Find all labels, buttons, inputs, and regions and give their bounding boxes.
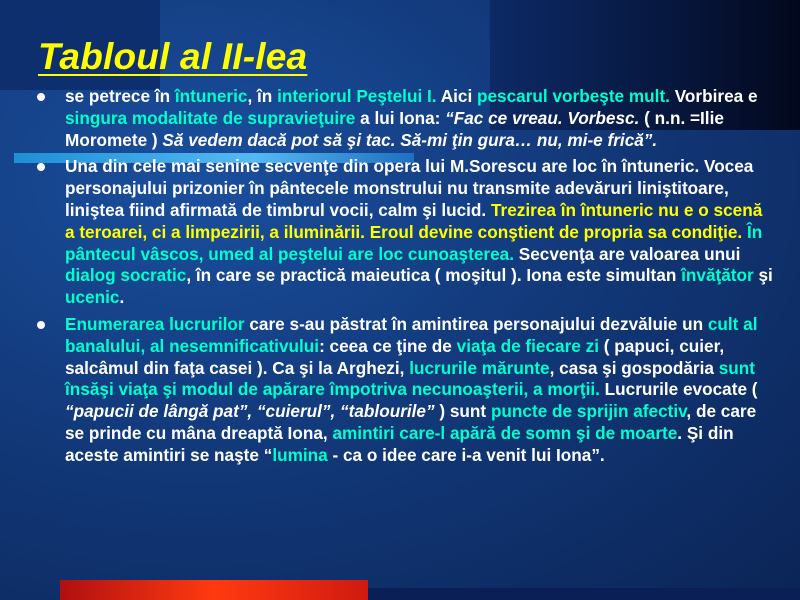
bullet-run: , casa şi gospodăria [549,357,719,378]
bullet-run: lumina [272,444,328,465]
bullet-run: şi [753,265,773,286]
bullet-text [65,86,758,150]
bullet-run: ucenic [65,287,120,308]
bullet-run: “Fac ce vreau. Vorbesc. [445,107,640,128]
bullet-run: , în [247,86,278,106]
decor-bar-bottom-right [368,588,800,600]
bullet-run: se petrece în [65,86,175,106]
bullet-run: întuneric [174,86,248,106]
bullet-run: - ca o idee care i-a venit lui Iona”. [327,444,605,465]
bullet-run: Vorbirea e [669,86,758,106]
bullet-run: Enumerarea lucrurilor [65,313,245,334]
bullet-run: a lui Iona: [355,107,446,128]
bullet-item [36,314,776,467]
bullet-run: dialog socratic [65,265,187,286]
bullet-run: În pântecul vâscos, umed al peştelui are loc cunoaşterea. [65,221,763,264]
bullet-run: care s-au păstrat în amintirea personajului dezvăluie un [244,313,708,334]
bullet-dot-icon [37,321,45,329]
bullet-run: pescarul vorbeşte mult. [477,86,670,106]
bullet-item [36,86,776,151]
bullet-run: puncte de sprijin afectiv [490,401,687,422]
bullet-run: “papucii de lângă pat”, “cuierul”, “tablourile” [65,401,435,422]
bullet-run: amintiri care-l apără de somn şi de moarte [332,422,678,443]
bullet-run: Aici [436,86,477,106]
bullet-run: , de care se prinde cu mâna dreaptă Iona, [65,401,757,443]
bullet-run: . [119,287,125,308]
bullet-run: singura modalitate de supravieţuire [65,107,356,128]
slide-title: Tabloul al II-lea [38,36,308,77]
bullet-run: interiorul Peştelui I. [277,86,437,106]
bullet-text [65,314,758,465]
bullet-dot-icon [37,163,45,171]
bullet-run: sunt însăşi viaţa şi modul de apărare împotriva necunoaşterii, a morţii. [65,357,755,400]
bullet-item [36,156,776,309]
bullet-run: lucrurile mărunte [409,357,550,378]
bullet-run: : ceea ce ţine de [319,335,457,356]
bullet-run: ( papuci, cuier, salcâmul din faţa casei ). Ca şi la Arghezi, [65,335,725,378]
bullet-run: Trezirea în întuneric nu e o scenă a teroarei, ci a limpezirii, a iluminării. Eroul devine conştient de propria sa condiţie. [65,199,763,242]
bullet-list [36,86,776,472]
bullet-run: învăţător [681,265,754,286]
bullet-run: cult al banalului, al nesemnificativului [65,313,758,356]
decor-bar-red [60,580,368,600]
bullet-run: ) sunt [434,401,491,422]
bullet-text [65,156,773,307]
bullet-run: Lucrurile evocate ( [599,379,758,400]
bullet-dot-icon [37,93,45,101]
bullet-run: Secvenţa are valoarea unui [513,243,741,264]
bullet-run: . Şi din aceste amintiri se naşte “ [65,422,734,465]
bullet-run: Una din cele mai senine secvenţe din opera lui M.Sorescu are loc în întuneric. Vocea personajului prizonier în pântecele monstrului nu transmite adevăruri liniştitoare, liniştea fiind afirmată de timbrul vocii, calm şi lucid. [65,156,754,220]
bullet-run: viaţa de fiecare zi [456,335,599,356]
bullet-run: Să vedem dacă pot să şi tac. Să-mi ţin gura… nu, mi-e frică”. [162,129,658,150]
bullet-run: ( n.n. =Ilie Moromete ) [65,107,724,150]
bullet-run: , în care se practică maieutica ( moşitul ). Iona este simultan [186,265,682,286]
